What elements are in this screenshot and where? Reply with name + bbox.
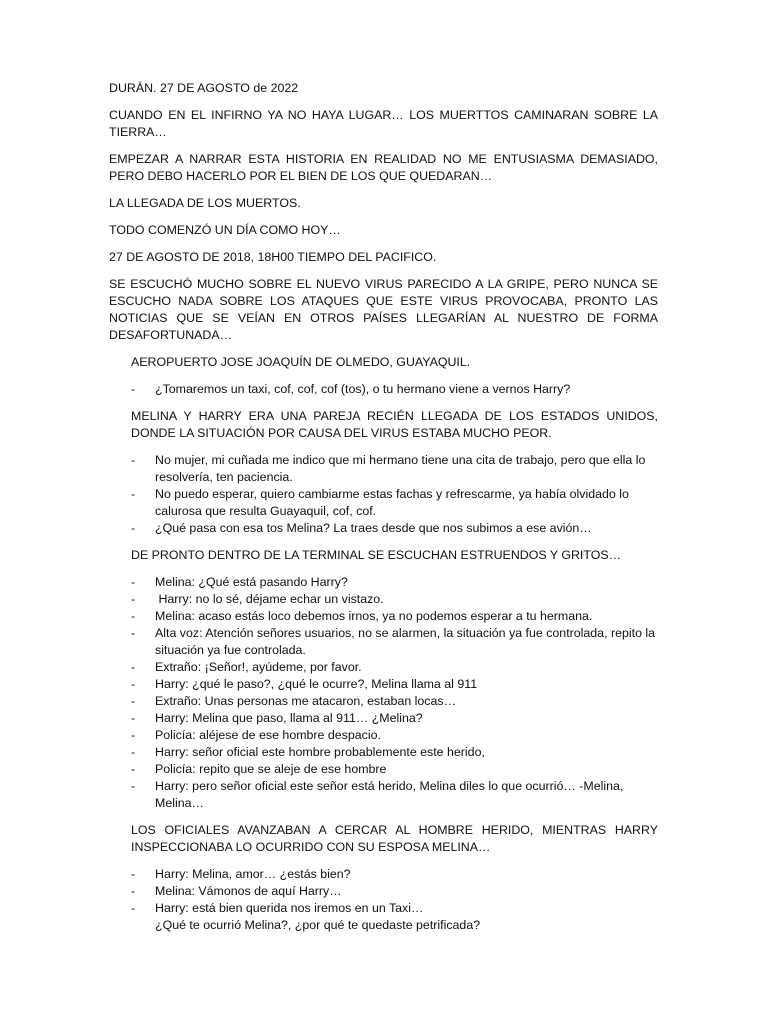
list-item xyxy=(131,744,658,761)
document-page xyxy=(109,80,658,944)
dash-marker: - xyxy=(131,779,136,793)
list-item xyxy=(131,486,658,520)
dash-marker: - xyxy=(131,884,136,898)
list-item xyxy=(131,452,658,486)
list-item xyxy=(131,710,658,727)
dash-marker: - xyxy=(131,711,136,725)
list-item xyxy=(131,866,658,883)
list-item xyxy=(131,574,658,591)
dialogue-line: Harry: está bien querida nos iremos en un Taxi… xyxy=(155,901,424,915)
dash-marker: - xyxy=(131,382,136,396)
dash-marker: - xyxy=(131,867,136,881)
list-item xyxy=(131,900,658,917)
dash-marker: - xyxy=(131,626,136,640)
dialogue-continuation: ¿Qué te ocurrió Melina?, ¿por qué te quedaste petrificada? xyxy=(155,918,481,932)
story-title: LA LLEGADA DE LOS MUERTOS. xyxy=(109,196,301,210)
dash-marker: - xyxy=(131,728,136,742)
dialogue-line: Harry: Melina, amor… ¿estás bien? xyxy=(155,867,351,881)
dialogue-list-d xyxy=(109,866,658,917)
dash-marker: - xyxy=(131,901,136,915)
dialogue-line: Alta voz: Atención señores usuarios, no se alarmen, la situación ya fue controlada, repito la situación ya fue controlada. xyxy=(155,626,656,657)
officers-narration: LOS OFICIALES AVANZABAN A CERCAR AL HOMBRE HERIDO, MIENTRAS HARRY INSPECCIONABA LO OCURRIDO CON SU ESPOSA MELINA… xyxy=(131,823,658,854)
dialogue-line: No puedo esperar, quiero cambiarme estas fachas y refrescarme, ya había olvidado lo calurosa que resulta Guayaquil, cof, cof. xyxy=(155,487,629,518)
dialogue-line: Melina: ¿Qué está pasando Harry? xyxy=(155,575,348,589)
reluctance-paragraph: EMPEZAR A NARRAR ESTA HISTORIA EN REALIDAD NO ME ENTUSIASMA DEMASIADO, PERO DEBO HACERLO POR EL BIEN DE LOS QUE QUEDARAN… xyxy=(109,152,658,183)
list-item xyxy=(131,381,658,398)
list-item xyxy=(131,625,658,659)
dialogue-list-c xyxy=(109,574,658,812)
beginning-line: TODO COMENZÓ UN DÍA COMO HOY… xyxy=(109,223,341,237)
list-item xyxy=(131,608,658,625)
list-item xyxy=(131,676,658,693)
dialogue-line: Harry: Melina que paso, llama al 911… ¿Melina? xyxy=(155,711,423,725)
terminal-narration: DE PRONTO DENTRO DE LA TERMINAL SE ESCUCHAN ESTRUENDOS Y GRITOS… xyxy=(131,548,621,562)
dash-marker: - xyxy=(131,745,136,759)
list-item xyxy=(131,520,658,537)
dialogue-line: Harry: pero señor oficial este señor está herido, Melina diles lo que ocurrió… -Melina, Melina… xyxy=(155,779,624,810)
dialogue-line: No mujer, mi cuñada me indico que mi hermano tiene una cita de trabajo, pero que ella lo resolvería, ten paciencia. xyxy=(155,453,646,484)
dialogue-line: Harry: no lo sé, déjame echar un vistazo. xyxy=(155,592,384,606)
date-line: DURÁN. 27 DE AGOSTO de 2022 xyxy=(109,81,299,95)
list-item xyxy=(131,659,658,676)
dialogue-line: Melina: acaso estás loco debemos irnos, ya no podemos esperar a tu hermana. xyxy=(155,609,593,623)
dialogue-line: Extraño: ¡Señor!, ayúdeme, por favor. xyxy=(155,660,362,674)
list-item xyxy=(131,778,658,812)
dialogue-line: ¿Qué pasa con esa tos Melina? La traes desde que nos subimos a ese avión… xyxy=(155,521,592,535)
list-item xyxy=(131,883,658,900)
dash-marker: - xyxy=(131,609,136,623)
dialogue-line: Extraño: Unas personas me atacaron, estaban locas… xyxy=(155,694,456,708)
dialogue-line: Harry: señor oficial este hombre probablemente este herido, xyxy=(155,745,485,759)
dialogue-line: Policía: repito que se aleje de ese hombre xyxy=(155,762,387,776)
epigraph: CUANDO EN EL INFIRNO YA NO HAYA LUGAR… LOS MUERTTOS CAMINARAN SOBRE LA TIERRA… xyxy=(109,108,658,139)
airport-location: AEROPUERTO JOSE JOAQUÍN DE OLMEDO, GUAYAQUIL. xyxy=(131,355,471,369)
time-line: 27 DE AGOSTO DE 2018, 18H00 TIEMPO DEL PACIFICO. xyxy=(109,250,437,264)
dash-marker: - xyxy=(131,762,136,776)
dialogue-list-b xyxy=(109,452,658,537)
dialogue-line: Policía: aléjese de ese hombre despacio. xyxy=(155,728,381,742)
list-item xyxy=(131,591,658,608)
dash-marker: - xyxy=(131,592,136,606)
dialogue-line: Harry: ¿qué le paso?, ¿qué le ocurre?, Melina llama al 911 xyxy=(155,677,478,691)
dash-marker: - xyxy=(131,694,136,708)
couple-narration: MELINA Y HARRY ERA UNA PAREJA RECIÉN LLEGADA DE LOS ESTADOS UNIDOS, DONDE LA SITUACIÓN POR CAUSA DEL VIRUS ESTABA MUCHO PEOR. xyxy=(131,409,658,440)
dash-marker: - xyxy=(131,487,136,501)
list-item xyxy=(131,761,658,778)
dash-marker: - xyxy=(131,677,136,691)
dash-marker: - xyxy=(131,521,136,535)
dash-marker: - xyxy=(131,575,136,589)
dash-marker: - xyxy=(131,660,136,674)
list-item xyxy=(131,693,658,710)
dialogue-list-a xyxy=(109,381,658,398)
list-item xyxy=(131,727,658,744)
virus-paragraph: SE ESCUCHÓ MUCHO SOBRE EL NUEVO VIRUS PARECIDO A LA GRIPE, PERO NUNCA SE ESCUCHO NADA SOBRE LOS ATAQUES QUE ESTE VIRUS PROVOCABA, PRONTO LAS NOTICIAS QUE SE VEÍAN EN OTROS PAÍSES LLEGARÍAN AL NUESTRO DE FORMA DESAFORTUNADA… xyxy=(109,277,658,342)
dash-marker: - xyxy=(131,453,136,467)
dialogue-line: ¿Tomaremos un taxi, cof, cof, cof (tos), o tu hermano viene a vernos Harry? xyxy=(155,382,571,396)
dialogue-line: Melina: Vámonos de aquí Harry… xyxy=(155,884,342,898)
